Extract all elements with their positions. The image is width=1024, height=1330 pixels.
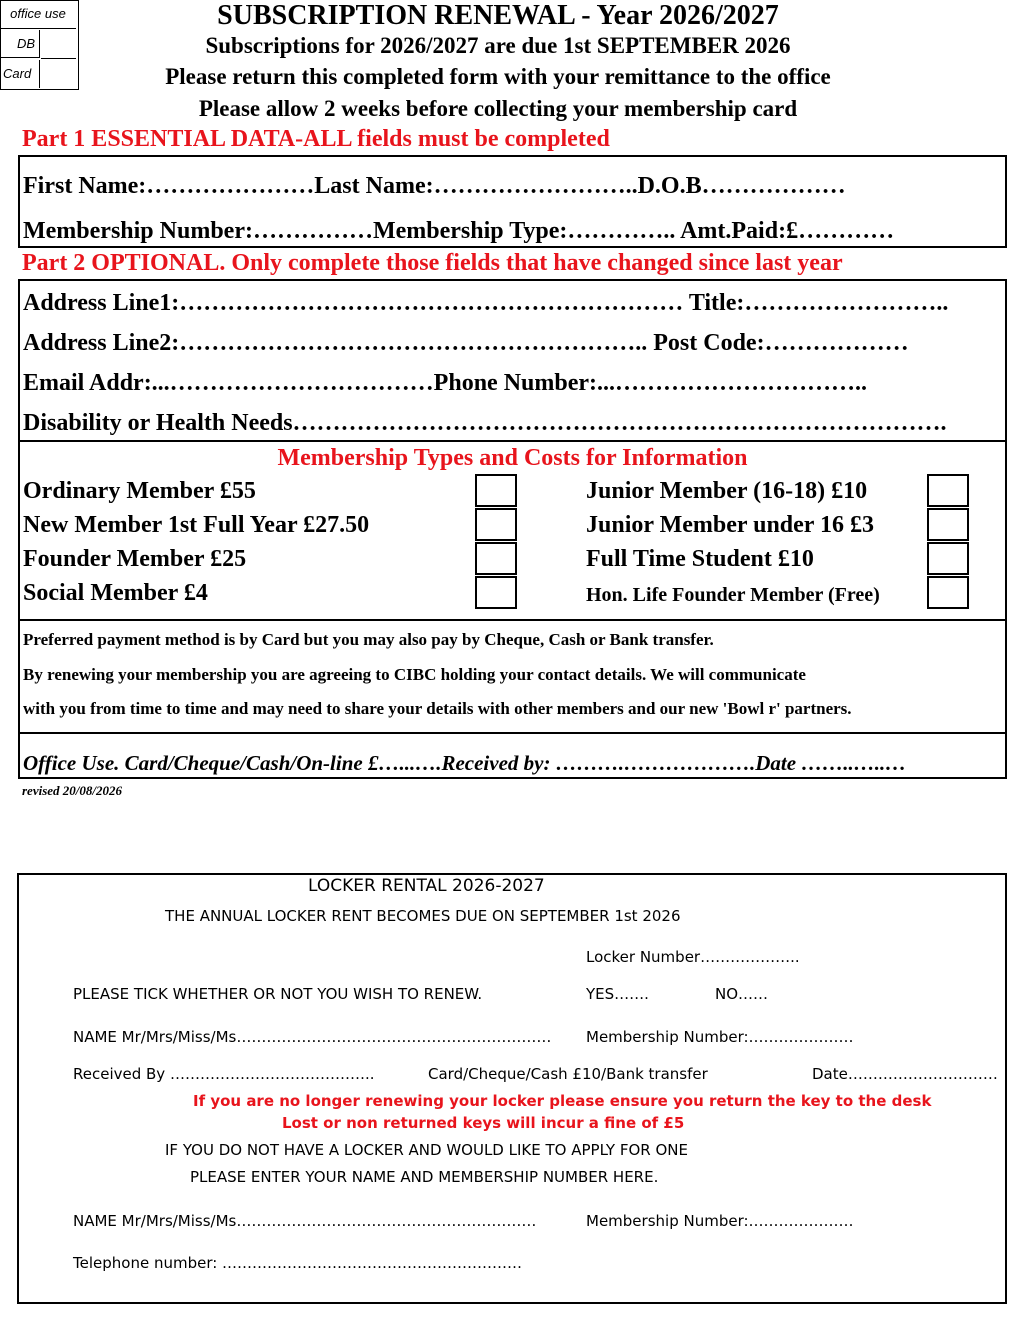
tick-renew-text: PLEASE TICK WHETHER OR NOT YOU WISH TO RENEW.: [73, 985, 483, 1003]
apply-locker-text-2: PLEASE ENTER YOUR NAME AND MEMBERSHIP NUMBER HERE.: [190, 1168, 659, 1186]
junior-16-18-checkbox[interactable]: [927, 474, 969, 507]
locker-box: [17, 873, 1007, 1304]
part1-heading: Part 1 ESSENTIAL DATA-ALL fields must be completed: [22, 126, 610, 152]
email-phone-field[interactable]: Email Addr:...……………………………Phone Number:...…………………………..: [23, 370, 868, 396]
new-member-label: New Member 1st Full Year £27.50: [23, 512, 370, 538]
apply-membership-number-field[interactable]: Membership Number:…………………: [586, 1212, 854, 1230]
renew-name-field[interactable]: NAME Mr/Mrs/Miss/Ms………………………………………………………: [73, 1028, 552, 1046]
office-card-field[interactable]: [41, 60, 76, 88]
address-line1-field[interactable]: Address Line1:……………………………………………………… Title:……………………..: [23, 290, 949, 316]
divider: [18, 440, 1006, 442]
membership-amount-fields[interactable]: Membership Number:……………Membership Type:………….. Amt.Paid:£…………: [23, 218, 895, 244]
student-label: Full Time Student £10: [586, 546, 814, 572]
hon-life-label: Hon. Life Founder Member (Free): [586, 584, 880, 606]
social-member-label: Social Member £4: [23, 580, 208, 606]
revised-date: revised 20/08/2026: [22, 783, 123, 798]
junior-16-18-label: Junior Member (16-18) £10: [586, 478, 868, 504]
social-member-checkbox[interactable]: [475, 576, 517, 609]
apply-locker-text-1: IF YOU DO NOT HAVE A LOCKER AND WOULD LIKE TO APPLY FOR ONE: [165, 1141, 688, 1159]
founder-member-checkbox[interactable]: [475, 542, 517, 575]
office-use-line[interactable]: Office Use. Card/Cheque/Cash/On-line £…...….Received by: ……….……………….Date ……..…..…: [23, 751, 907, 775]
return-key-warning: If you are no longer renewing your locker please ensure you return the key to the desk: [193, 1092, 932, 1110]
office-use-label: office use: [0, 0, 76, 29]
hon-life-checkbox[interactable]: [927, 576, 969, 609]
due-date-line: Subscriptions for 2026/2027 are due 1st SEPTEMBER 2026: [205, 33, 791, 58]
ordinary-member-label: Ordinary Member £55: [23, 478, 256, 504]
membership-heading: Membership Types and Costs for Information: [277, 445, 748, 471]
payment-note: Preferred payment method is by Card but you may also pay by Cheque, Cash or Bank transfer.: [23, 630, 714, 649]
payment-method-text: Card/Cheque/Cash £10/Bank transfer: [428, 1065, 708, 1083]
office-card-label: Card: [0, 60, 40, 88]
telephone-field[interactable]: Telephone number: ……………………………………………………: [73, 1254, 523, 1272]
received-by-field[interactable]: Received By …………………………………..: [73, 1065, 375, 1083]
address-line2-field[interactable]: Address Line2:………………………………………………….. Post Code:………………: [23, 330, 909, 356]
no-option[interactable]: NO……: [715, 985, 769, 1003]
privacy-note-1: By renewing your membership you are agreeing to CIBC holding your contact details. We will communicate: [23, 665, 806, 684]
office-db-label: DB: [0, 30, 40, 58]
name-dob-fields[interactable]: First Name:…………………Last Name:……………………..D.O.B………………: [23, 173, 846, 199]
date-field[interactable]: Date…………………………: [812, 1065, 998, 1083]
office-db-field[interactable]: [41, 30, 76, 59]
privacy-note-2: with you from time to time and may need to share your details with other members and our new 'Bowl r' partners.: [23, 699, 852, 718]
new-member-checkbox[interactable]: [475, 508, 517, 541]
divider: [18, 619, 1006, 621]
junior-under-16-label: Junior Member under 16 £3: [586, 512, 875, 538]
allow-weeks-line: Please allow 2 weeks before collecting your membership card: [198, 96, 798, 121]
locker-subtitle: THE ANNUAL LOCKER RENT BECOMES DUE ON SEPTEMBER 1st 2026: [165, 907, 681, 925]
disability-field[interactable]: Disability or Health Needs……………………………………………………………………….: [23, 410, 947, 436]
locker-title: LOCKER RENTAL 2026-2027: [308, 876, 545, 896]
yes-option[interactable]: YES…….: [586, 985, 649, 1003]
lost-key-fine-warning: Lost or non returned keys will incur a fine of £5: [282, 1114, 685, 1132]
junior-under-16-checkbox[interactable]: [927, 508, 969, 541]
apply-name-field[interactable]: NAME Mr/Mrs/Miss/Ms……………………………………………………: [73, 1212, 537, 1230]
founder-member-label: Founder Member £25: [23, 546, 247, 572]
locker-number-field[interactable]: Locker Number………………..: [586, 948, 800, 966]
student-checkbox[interactable]: [927, 542, 969, 575]
form-title: SUBSCRIPTION RENEWAL - Year 2026/2027: [217, 0, 779, 31]
renew-membership-number-field[interactable]: Membership Number:…………………: [586, 1028, 854, 1046]
part2-heading: Part 2 OPTIONAL. Only complete those fields that have changed since last year: [22, 250, 843, 276]
divider: [18, 732, 1006, 734]
ordinary-member-checkbox[interactable]: [475, 474, 517, 507]
return-form-line: Please return this completed form with your remittance to the office: [165, 64, 831, 89]
office-use-box: [0, 0, 79, 90]
